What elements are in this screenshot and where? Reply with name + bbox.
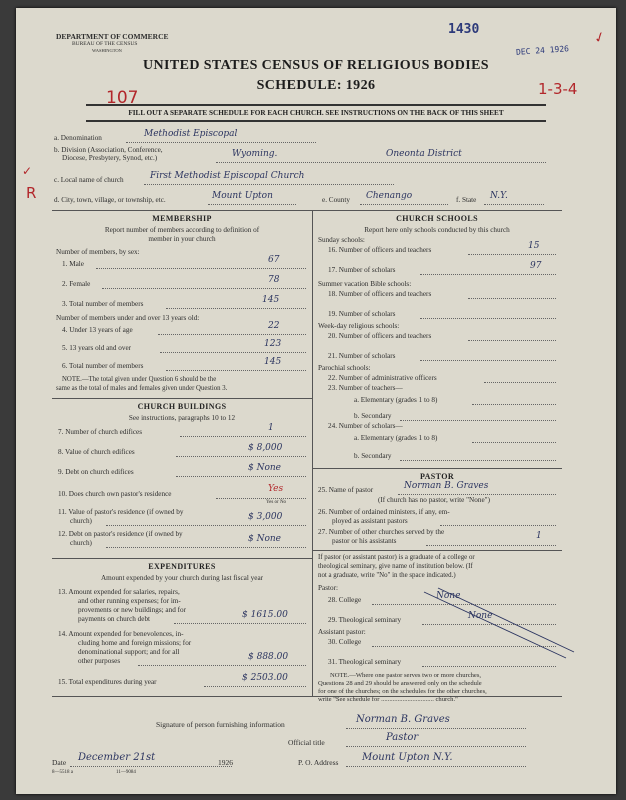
number-stamp: 1430 (448, 22, 480, 37)
state-value: N.Y. (490, 191, 508, 201)
schools-intro: Report here only schools conducted by this church (364, 226, 510, 234)
signature-value: Norman B. Graves (356, 714, 450, 725)
q3-value: 145 (262, 295, 280, 305)
membership-intro-2: member in your church (148, 235, 216, 243)
division-label-line1: b. Division (Association, Conference, (54, 146, 163, 154)
q23a-label: a. Elementary (grades 1 to 8) (354, 396, 438, 404)
strike-through-lines (416, 584, 576, 664)
schedule-title: SCHEDULE: 1926 (256, 78, 376, 93)
year-label: 1926 (218, 758, 233, 767)
q30-label: 30. College (328, 638, 362, 646)
pastor-note-2: Questions 28 and 29 should be answered only on the schedule (318, 680, 482, 687)
q27-label-2: pastor or his assistants (332, 537, 397, 545)
q31-label: 31. Theological seminary (328, 658, 402, 666)
denomination-value: Methodist Episcopal (144, 129, 238, 139)
q14-label-1: 14. Amount expended for benevolences, in- (58, 630, 184, 638)
q13-label-3: provements or new buildings; and for (78, 606, 186, 614)
q9-value: $ None (248, 463, 282, 473)
q3-label: 3. Total number of members (62, 300, 144, 308)
form-number: 8—5518 a (52, 770, 73, 775)
q27-label-1: 27. Number of other churches served by the (318, 528, 445, 536)
membership-intro-1: Report number of members according to definition of (104, 226, 260, 234)
membership-note-1: NOTE.—The total given under Question 6 should be the (62, 376, 217, 383)
q11-label-1: 11. Value of pastor's residence (if owned by (58, 508, 184, 516)
date-value: December 21st (78, 752, 156, 763)
q2-value: 78 (268, 275, 280, 285)
membership-note-2: same as the total of males and females given under Question 3. (56, 385, 228, 392)
q25-hint: (If church has no pastor, write "None") (378, 496, 490, 504)
q10-value: Yes (268, 484, 284, 494)
q12-label-2: church) (70, 539, 92, 547)
q10-label: 10. Does church own pastor's residence (58, 490, 172, 498)
pastor-sub-label: Pastor: (318, 584, 338, 592)
q14-value: $ 888.00 (248, 652, 289, 662)
q9-label: 9. Debt on church edifices (58, 468, 134, 476)
county-value: Chenango (366, 191, 413, 201)
q24-label: 24. Number of scholars— (328, 422, 403, 430)
q17-label: 17. Number of scholars (328, 266, 396, 274)
q5-label: 5. 13 years old and over (62, 344, 132, 352)
denomination-label: a. Denomination (54, 134, 102, 142)
q10-hint: Yes or No (266, 500, 287, 505)
sunday-schools-label: Sunday schools: (318, 236, 365, 244)
buildings-intro: See instructions, paragraphs 10 to 12 (128, 414, 236, 422)
q1-label: 1. Male (62, 260, 84, 268)
red-letter-r: R (26, 184, 37, 202)
q28-value: None (436, 591, 461, 601)
q23b-label: b. Secondary (354, 412, 392, 420)
q7-value: 1 (268, 423, 274, 433)
red-number-right: 1-3-4 (538, 80, 578, 98)
q8-value: $ 8,000 (248, 443, 283, 453)
q25-label: 25. Name of pastor (318, 486, 374, 494)
q13-value: $ 1615.00 (242, 610, 288, 620)
assistant-pastor-label: Assistant pastor: (318, 628, 366, 636)
signature-label: Signature of person furnishing information (156, 720, 285, 729)
expenditures-heading: EXPENDITURES (148, 562, 216, 571)
q13-label-2: and other running expenses; for im- (78, 597, 181, 605)
q24a-label: a. Elementary (grades 1 to 8) (354, 434, 438, 442)
q29-value: None (468, 611, 493, 621)
district-value: Oneonta District (386, 149, 462, 159)
schools-heading: CHURCH SCHOOLS (396, 214, 478, 223)
print-number: 11—9084 (116, 770, 136, 775)
q23-label: 23. Number of teachers— (328, 384, 403, 392)
q16-label: 16. Number of officers and teachers (328, 246, 432, 254)
membership-heading: MEMBERSHIP (152, 214, 212, 223)
date-stamp: DEC 24 1926 (515, 44, 570, 57)
q19-label: 19. Number of scholars (328, 310, 396, 318)
buildings-heading: CHURCH BUILDINGS (137, 402, 227, 411)
q26-label-1: 26. Number of ordained ministers, if any, em- (318, 508, 450, 516)
official-title-label: Official title (288, 738, 325, 747)
q17-value: 97 (530, 261, 542, 271)
city-value: Mount Upton (212, 191, 273, 201)
q12-label-1: 12. Debt on pastor's residence (if owned by (58, 530, 183, 538)
pastor-note-1: NOTE.—Where one pastor serves two or more churches, (330, 672, 482, 679)
graduate-note-3: not a graduate, write "No" in the space indicated.) (318, 572, 456, 579)
pastor-note-4: write "See schedule for ................................ church." (318, 696, 458, 703)
red-check-small: ✓ (22, 164, 33, 178)
q11-value: $ 3,000 (248, 512, 283, 522)
q6-value: 145 (264, 357, 282, 367)
local-name-value: First Methodist Episcopal Church (150, 171, 305, 181)
q27-value: 1 (536, 531, 542, 541)
red-number-left: 107 (106, 88, 139, 108)
q16-value: 15 (528, 241, 540, 251)
graduate-note-2: theological seminary, give name of institution below. (If (318, 563, 473, 570)
q15-label: 15. Total expenditures during year (58, 678, 157, 686)
parochial-schools-label: Parochial schools: (318, 364, 371, 372)
q8-label: 8. Value of church edifices (58, 448, 135, 456)
q12-value: $ None (248, 534, 282, 544)
q28-label: 28. College (328, 596, 362, 604)
expenditures-intro: Amount expended by your church during last fiscal year (100, 574, 264, 582)
q22-label: 22. Number of administrative officers (328, 374, 437, 382)
q29-label: 29. Theological seminary (328, 616, 402, 624)
q14-label-2: cluding home and foreign missions; for (78, 639, 192, 647)
q13-label-1: 13. Amount expended for salaries, repairs, (58, 588, 180, 596)
division-value: Wyoming. (232, 149, 278, 159)
po-address-label: P. O. Address (298, 758, 339, 767)
q6-label: 6. Total number of members (62, 362, 144, 370)
members-by-sex-label: Number of members, by sex: (56, 248, 140, 256)
q5-value: 123 (264, 339, 282, 349)
q21-label: 21. Number of scholars (328, 352, 396, 360)
vacation-schools-label: Summer vacation Bible schools: (318, 280, 412, 288)
city-label: WASHINGTON (92, 48, 122, 53)
q18-label: 18. Number of officers and teachers (328, 290, 432, 298)
local-name-label: c. Local name of church (54, 176, 124, 184)
pastor-heading: PASTOR (419, 472, 455, 481)
q4-value: 22 (268, 321, 280, 331)
q7-label: 7. Number of church edifices (58, 428, 143, 436)
q26-label-2: ployed as assistant pastors (332, 517, 408, 525)
q15-value: $ 2503.00 (242, 673, 288, 683)
pastor-note-3: for one of the churches; on the schedules for the other churches, (318, 688, 487, 695)
q2-label: 2. Female (62, 280, 91, 288)
q4-label: 4. Under 13 years of age (62, 326, 133, 334)
date-label: Date (52, 758, 67, 767)
state-label: f. State (456, 196, 477, 204)
official-title-value: Pastor (386, 732, 419, 743)
census-schedule-sheet (16, 8, 616, 794)
form-title: UNITED STATES CENSUS OF RELIGIOUS BODIES (142, 58, 489, 73)
city-label: d. City, town, village, or township, etc. (54, 196, 166, 204)
weekday-schools-label: Week-day religious schools: (318, 322, 400, 330)
bureau-label: BUREAU OF THE CENSUS (72, 41, 138, 47)
q14-label-3: denominational support; and for all (78, 648, 180, 656)
red-check-mark: ✓ (591, 28, 609, 48)
q24b-label: b. Secondary (354, 452, 392, 460)
q13-label-4: payments on church debt (78, 615, 151, 623)
department-label: DEPARTMENT OF COMMERCE (56, 32, 169, 41)
q25-value: Norman B. Graves (404, 481, 489, 491)
age-intro-label: Number of members under and over 13 years old: (56, 314, 200, 322)
po-address-value: Mount Upton N.Y. (362, 752, 453, 763)
division-label-line2: Diocese, Presbytery, Synod, etc.) (62, 154, 158, 162)
q1-value: 67 (268, 255, 280, 265)
q20-label: 20. Number of officers and teachers (328, 332, 432, 340)
instructions-line: FILL OUT A SEPARATE SCHEDULE FOR EACH CHURCH. SEE INSTRUCTIONS ON THE BACK OF THIS SHEET (128, 109, 504, 117)
q14-label-4: other purposes (78, 657, 121, 665)
graduate-note-1: If pastor (or assistant pastor) is a graduate of a college or (318, 554, 475, 561)
q11-label-2: church) (70, 517, 92, 525)
county-label: e. County (322, 196, 350, 204)
